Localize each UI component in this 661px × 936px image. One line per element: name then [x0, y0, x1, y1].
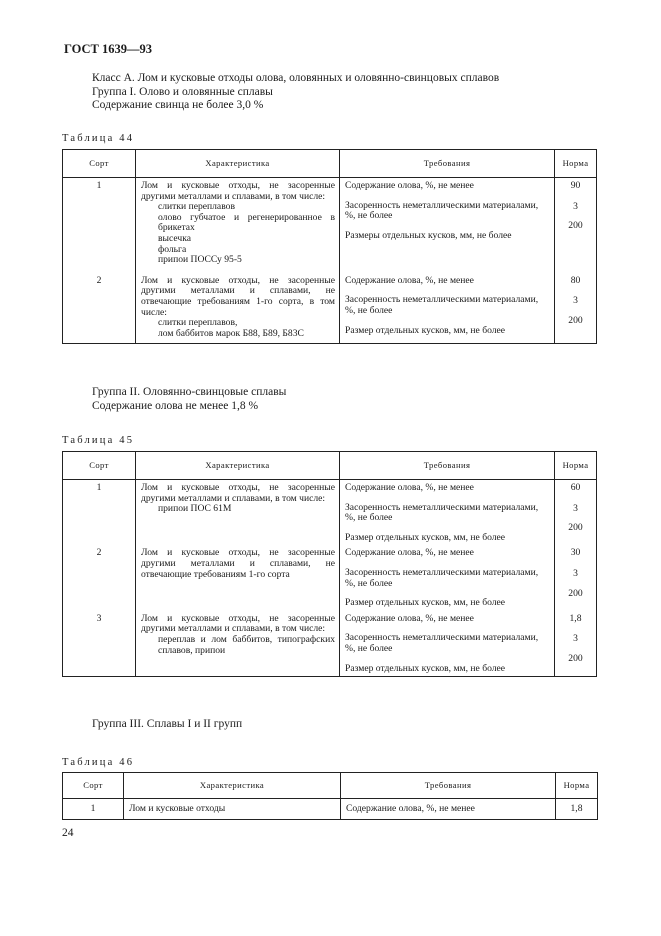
char-line: Лом и кусковые отходы, не засоренные другими металлами и сплавами, в том числе:: [141, 482, 335, 504]
col-header-norm: Норма: [556, 773, 598, 799]
lead-content-note: Содержание свинца не более 3,0 %: [92, 99, 264, 111]
char-line: высечка: [158, 232, 191, 244]
sort-cell: 1: [63, 799, 124, 820]
col-header-characteristic: Характеристика: [136, 150, 340, 178]
norm-value: 80: [570, 274, 581, 286]
requirement: Размеры отдельных кусков, мм, не более: [345, 229, 512, 241]
requirement: Размер отдельных кусков, мм, не более: [345, 531, 506, 543]
requirement: Содержание олова, %, не менее: [345, 612, 474, 624]
norm-cell: [555, 545, 597, 610]
norm-value: 200: [568, 652, 583, 664]
requirements-cell: [340, 480, 555, 546]
col-header-characteristic: Характеристика: [136, 452, 340, 480]
characteristic-cell: [136, 611, 340, 677]
norm-cell: [555, 270, 597, 344]
norm-value: 200: [568, 587, 583, 599]
col-header-requirements: Требования: [341, 773, 556, 799]
requirement: Содержание олова, %, не менее: [345, 482, 474, 493]
table-row: [63, 270, 597, 344]
document-header: ГОСТ 1639—93: [64, 42, 153, 56]
char-line: припои ПОССу 95-5: [158, 254, 242, 266]
norm-value: 1,8: [569, 612, 582, 624]
char-line: слитки переплавов,: [158, 317, 238, 329]
norm-value: 30: [570, 547, 581, 559]
requirements-cell: [340, 178, 555, 270]
requirement: Засоренность неметаллическими материалами, %, не более: [345, 294, 539, 316]
requirement: Размер отдельных кусков, мм, не более: [345, 324, 506, 336]
table-46: [62, 772, 598, 820]
norm-cell: [555, 480, 597, 546]
requirement: Засоренность неметаллическими материалами, %, не более: [345, 566, 539, 589]
norm-value: 3: [573, 567, 578, 579]
col-header-characteristic: Характеристика: [124, 773, 341, 799]
col-header-sort: Сорт: [63, 452, 136, 480]
requirements-cell: [340, 611, 555, 677]
characteristic-cell: [136, 178, 340, 270]
requirement: Засоренность неметаллическими материалами, %, не более: [345, 501, 539, 524]
norm-cell: [555, 611, 597, 677]
sort-cell: 3: [63, 611, 136, 677]
table-row: [63, 611, 597, 677]
characteristic-cell: [136, 480, 340, 546]
table-row: [63, 799, 598, 820]
characteristic-cell: [136, 270, 340, 344]
norm-value: 60: [570, 482, 581, 493]
char-line: Лом и кусковые отходы, не засоренные другими металлами и сплавами, не отвечающие требованиям 1-го сорта, в том числе:: [141, 274, 335, 318]
table-row: [63, 480, 597, 546]
requirement: Содержание олова, %, не менее: [345, 547, 474, 559]
char-line: Лом и кусковые отходы, не засоренные другими металлами и сплавами, не отвечающие требованиям 1-го сорта: [141, 547, 335, 580]
char-line: Лом и кусковые отходы, не засоренные другими металлами и сплавами, в том числе:: [141, 612, 335, 635]
characteristic-cell: [124, 799, 341, 820]
norm-value: 200: [568, 314, 583, 326]
group-1-title: Группа I. Олово и оловянные сплавы: [92, 85, 273, 98]
norm-value: 3: [573, 200, 578, 212]
sort-cell: 2: [63, 545, 136, 610]
sort-cell: 1: [63, 480, 136, 546]
requirement: Содержание олова, %, не менее: [345, 180, 474, 191]
col-header-requirements: Требования: [340, 150, 555, 178]
char-line: олово губчатое и регенерированное в брикетах: [158, 211, 335, 234]
requirement: Размер отдельных кусков, мм, не более: [345, 662, 506, 674]
norm-cell: [555, 178, 597, 270]
norm-value: 3: [573, 295, 578, 307]
requirement: Размер отдельных кусков, мм, не более: [345, 597, 506, 609]
col-header-norm: Норма: [555, 452, 597, 480]
table-45: [62, 451, 597, 677]
norm-value: 200: [568, 522, 583, 534]
class-title: Класс А. Лом и кусковые отходы олова, оловянных и оловянно-свинцовых сплавов: [92, 72, 500, 84]
norm-value: 200: [568, 220, 583, 232]
requirement: Засоренность неметаллическими материалами, %, не более: [345, 632, 539, 654]
char-line: Лом и кусковые отходы: [129, 803, 226, 814]
norm-value: 90: [570, 180, 581, 191]
char-line: лом баббитов марок Б88, Б89, Б83С: [158, 327, 304, 339]
char-line: фольга: [158, 243, 187, 255]
norm-value: 3: [573, 502, 578, 514]
table-45-caption: Таблица 45: [62, 435, 135, 446]
requirement: Содержание олова, %, не менее: [345, 274, 474, 286]
characteristic-cell: [136, 545, 340, 610]
char-line: припои ПОС 61М: [158, 503, 232, 515]
col-header-norm: Норма: [555, 150, 597, 178]
group-2-intro: [92, 386, 286, 413]
table-44-caption: Таблица 44: [62, 133, 135, 144]
group-2-title: Группа II. Оловянно-свинцовые сплавы: [92, 386, 287, 398]
group-3-title: Группа III. Сплавы I и II групп: [92, 718, 243, 730]
tin-content-note: Содержание олова не менее 1,8 %: [92, 399, 259, 412]
norm-cell: [556, 799, 598, 820]
table-row: [63, 545, 597, 610]
requirements-cell: [340, 270, 555, 344]
requirement: Содержание олова, %, не менее: [346, 803, 475, 814]
requirement: Засоренность неметаллическими материалами, %, не более: [345, 199, 539, 222]
col-header-sort: Сорт: [63, 150, 136, 178]
char-line: переплав и лом баббитов, типографских сплавов, припои: [158, 633, 335, 656]
table-row: [63, 178, 597, 270]
requirements-cell: [340, 545, 555, 610]
table-46-caption: Таблица 46: [62, 757, 135, 768]
char-line: Лом и кусковые отходы, не засоренные другими металлами и сплавами, в том числе:: [141, 180, 335, 202]
class-intro: [92, 72, 499, 113]
norm-value: 3: [573, 633, 578, 645]
norm-value: 1,8: [570, 803, 583, 814]
col-header-requirements: Требования: [340, 452, 555, 480]
table-44: [62, 149, 597, 344]
requirements-cell: [341, 799, 556, 820]
col-header-sort: Сорт: [63, 773, 124, 799]
char-line: слитки переплавов: [158, 201, 235, 213]
page-number: 24: [62, 827, 74, 839]
sort-cell: 1: [63, 178, 136, 270]
sort-cell: 2: [63, 270, 136, 344]
